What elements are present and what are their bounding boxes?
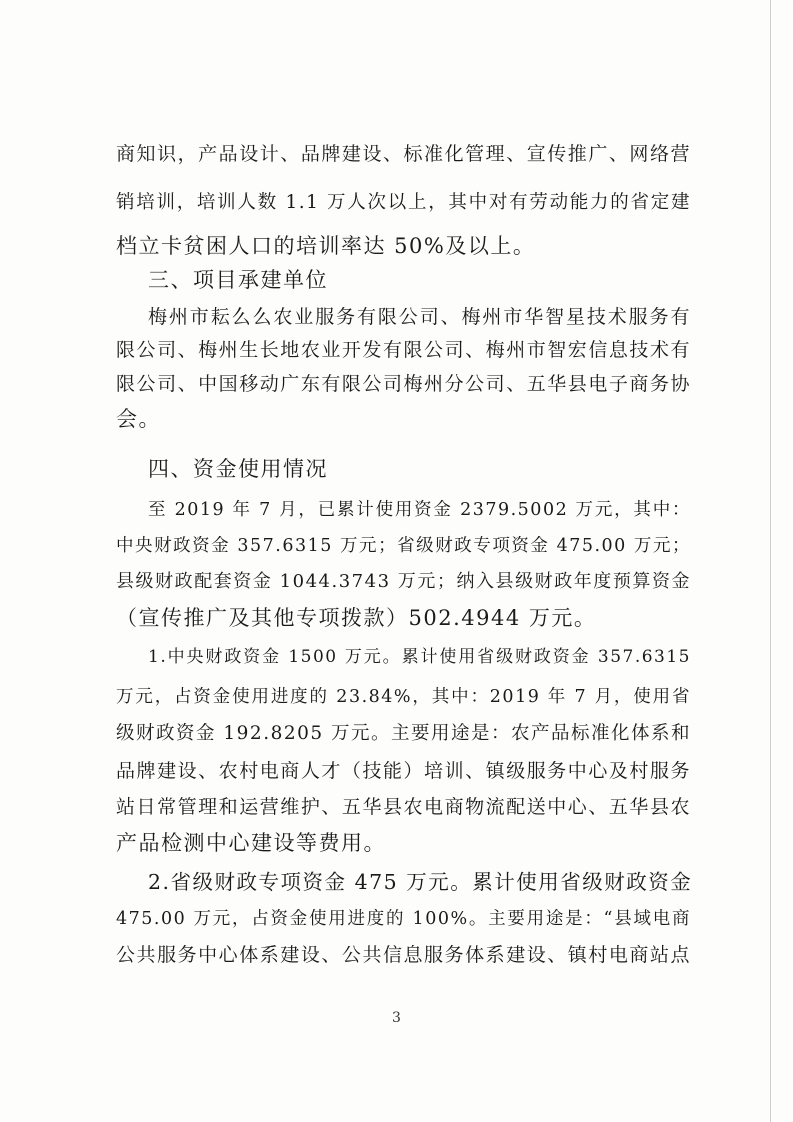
paragraph-line: 级财政资金 192.8205 万元。主要用途是：农产品标准化体系和 xyxy=(116,723,692,744)
paragraph-line: 至 2019 年 7 月，已累计使用资金 2379.5002 万元，其中： xyxy=(148,500,691,520)
paragraph-line: 万元，占资金使用进度的 23.84%，其中：2019 年 7 月，使用省 xyxy=(116,687,691,707)
paragraph-line: 档立卡贫困人口的培训率达 50%及以上。 xyxy=(116,234,536,258)
paragraph-line: 销培训，培训人数 1.1 万人次以上，其中对有劳动能力的省定建 xyxy=(116,192,691,213)
paragraph-line: 县级财政配套资金 1044.3743 万元；纳入县级财政年度预算资金 xyxy=(116,571,691,592)
paragraph-line: 475.00 万元，占资金使用进度的 100%。主要用途是：“县域电商 xyxy=(116,909,691,929)
paragraph-line: 限公司、中国移动广东有限公司梅州分公司、五华县电子商务协 xyxy=(116,373,691,395)
section-heading: 三、项目承建单位 xyxy=(148,268,328,292)
section-heading: 四、资金使用情况 xyxy=(148,457,328,481)
scan-edge-line xyxy=(770,0,771,1122)
paragraph-line: 品牌建设、农村电商人才（技能）培训、镇级服务中心及村服务 xyxy=(116,760,691,782)
paragraph-line: 公共服务中心体系建设、公共信息服务体系建设、镇村电商站点 xyxy=(116,944,691,966)
paragraph-line: 会。 xyxy=(116,407,161,431)
paragraph-line: 梅州市耘么么农业服务有限公司、梅州市华智星技术服务有 xyxy=(148,306,691,328)
paragraph-line: （宣传推广及其他专项拨款）502.4944 万元。 xyxy=(116,606,597,630)
page-number: 3 xyxy=(392,1010,401,1026)
paragraph-line: 1.中央财政资金 1500 万元。累计使用省级财政资金 357.6315 xyxy=(148,647,691,667)
paragraph-line: 中央财政资金 357.6315 万元；省级财政专项资金 475.00 万元； xyxy=(116,536,691,556)
paragraph-line: 商知识，产品设计、品牌建设、标准化管理、宣传推广、网络营 xyxy=(116,143,691,165)
paragraph-line: 2.省级财政专项资金 475 万元。累计使用省级财政资金 xyxy=(148,870,693,894)
paragraph-line: 限公司、梅州生长地农业开发有限公司、梅州市智宏信息技术有 xyxy=(116,339,691,361)
paragraph-line: 站日常管理和运营维护、五华县农电商物流配送中心、五华县农 xyxy=(116,796,691,818)
paragraph-line: 产品检测中心建设等费用。 xyxy=(116,831,386,855)
